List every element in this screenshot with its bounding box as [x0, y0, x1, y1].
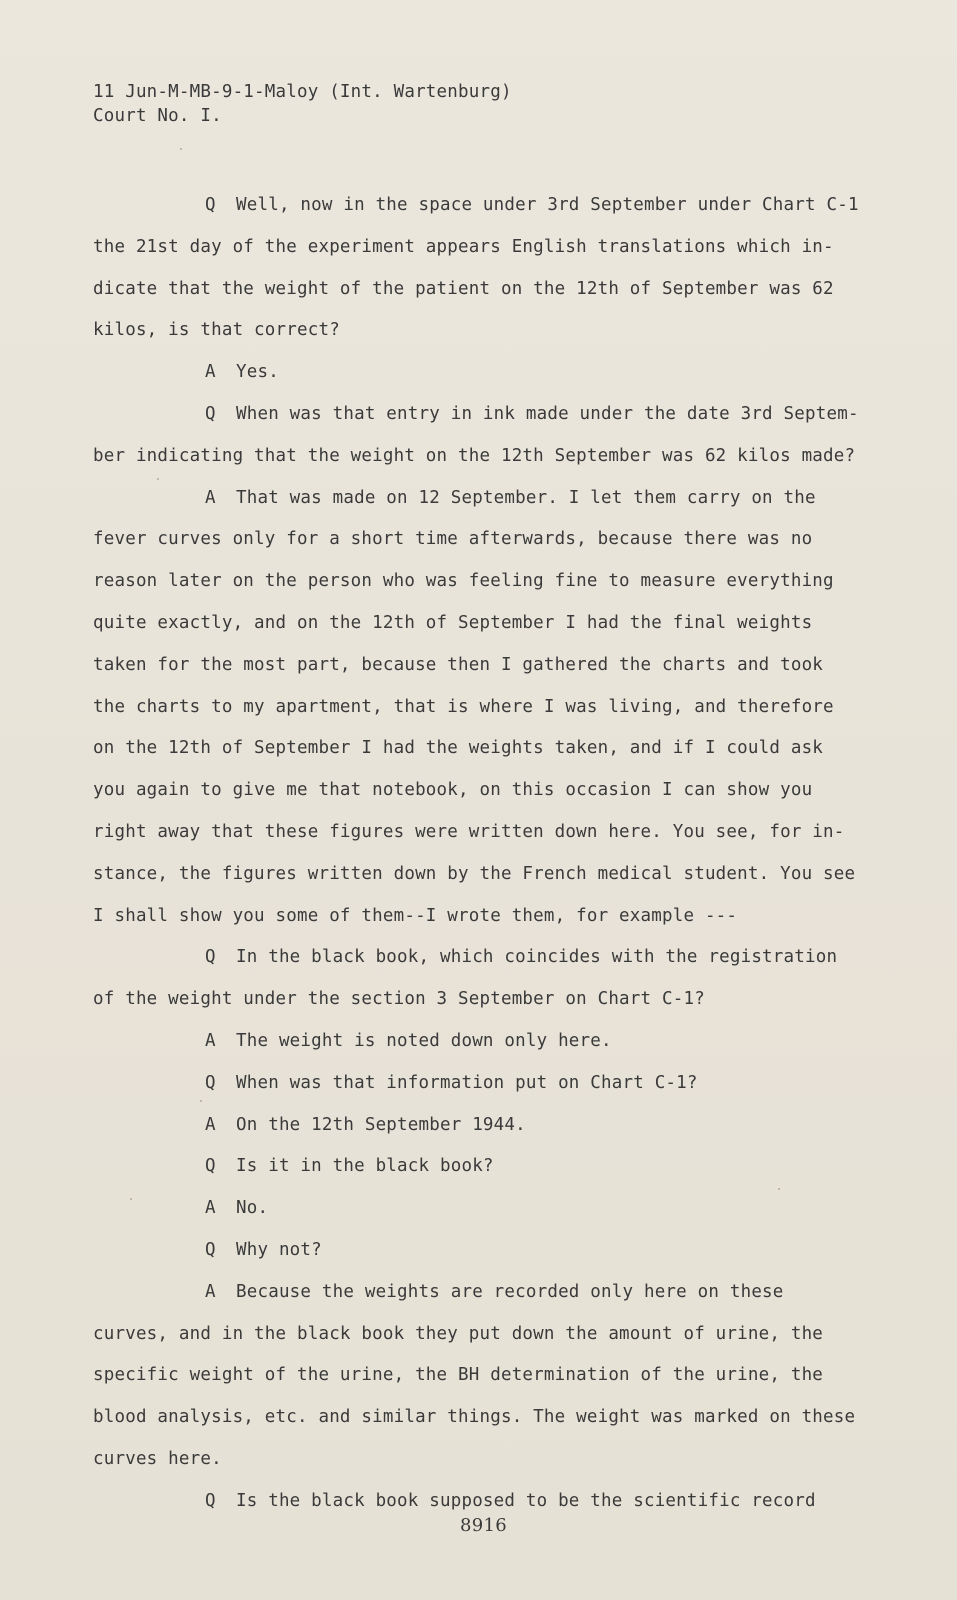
transcript-line	[93, 1063, 873, 1105]
transcript-line	[93, 1355, 873, 1397]
transcript-line	[93, 770, 873, 812]
line-text: quite exactly, and on the 12th of September I had the final weights	[93, 612, 813, 633]
line-text: of the weight under the section 3 September on Chart C-1?	[93, 989, 705, 1010]
speaker-label: Q	[205, 1156, 216, 1177]
line-text: curves here.	[93, 1448, 222, 1469]
transcript-body	[93, 185, 873, 1523]
line-text: taken for the most part, because then I gathered the charts and took	[93, 654, 824, 675]
line-text: Yes.	[236, 362, 279, 383]
transcript-line	[93, 519, 873, 561]
transcript-line	[93, 1105, 873, 1147]
qa-paragraph	[93, 394, 873, 478]
qa-paragraph	[93, 1146, 873, 1188]
transcript-line	[93, 979, 873, 1021]
transcript-line	[93, 687, 873, 729]
transcript-line	[93, 227, 873, 269]
line-text: curves, and in the black book they put down the amount of urine, the	[93, 1323, 824, 1344]
transcript-line	[93, 436, 873, 478]
line-text: The weight is noted down only here.	[236, 1030, 612, 1051]
line-text: In the black book, which coincides with the registration	[236, 947, 838, 968]
transcript-line	[93, 269, 873, 311]
speaker-label: A	[205, 1281, 216, 1302]
transcript-line	[93, 1314, 873, 1356]
page-number: 8916	[459, 1515, 507, 1536]
line-text: Well, now in the space under 3rd September under Chart C-1	[236, 195, 859, 215]
speaker-label: A	[205, 1198, 216, 1219]
qa-paragraph	[93, 1063, 873, 1105]
line-text: Why not?	[236, 1239, 322, 1260]
line-text: When was that information put on Chart C-1?	[236, 1072, 698, 1093]
qa-paragraph	[93, 1021, 873, 1063]
qa-paragraph	[93, 937, 873, 1021]
transcript-line	[93, 352, 873, 394]
line-text: on the 12th of September I had the weights taken, and if I could ask	[93, 738, 824, 759]
transcript-line	[93, 1230, 873, 1272]
line-text: you again to give me that notebook, on this occasion I can show you	[93, 780, 813, 801]
transcript-line	[93, 1188, 873, 1230]
line-text: right away that these figures were written down here. You see, for in-	[93, 821, 845, 842]
line-text: blood analysis, etc. and similar things. The weight was marked on these	[93, 1407, 856, 1428]
qa-paragraph	[93, 478, 873, 938]
line-text: ber indicating that the weight on the 12th September was 62 kilos made?	[93, 445, 856, 466]
qa-paragraph	[93, 1105, 873, 1147]
qa-paragraph	[93, 185, 873, 352]
speaker-label: A	[205, 487, 216, 508]
document-header	[93, 80, 512, 128]
transcript-line	[93, 394, 873, 436]
line-text: No.	[236, 1198, 269, 1219]
header-court: Court No. I.	[93, 106, 222, 126]
transcript-line	[93, 1021, 873, 1063]
speaker-label: Q	[205, 1072, 216, 1093]
line-text: specific weight of the urine, the BH determination of the urine, the	[93, 1365, 824, 1386]
transcript-line	[93, 561, 873, 603]
transcript-line	[93, 812, 873, 854]
transcript-line	[93, 1146, 873, 1188]
line-text: On the 12th September 1944.	[236, 1114, 526, 1135]
qa-paragraph	[93, 1272, 873, 1481]
transcript-line	[93, 1272, 873, 1314]
transcript-line	[93, 854, 873, 896]
line-text: the charts to my apartment, that is where I was living, and therefore	[93, 696, 834, 717]
speaker-label: A	[205, 1030, 216, 1051]
line-text: fever curves only for a short time afterwards, because there was no	[93, 529, 813, 550]
transcript-line	[93, 1439, 873, 1481]
line-text: kilos, is that correct?	[93, 320, 340, 341]
transcript-line	[93, 1397, 873, 1439]
transcript-line	[93, 728, 873, 770]
line-text: I shall show you some of them--I wrote them, for example ---	[93, 905, 738, 926]
qa-paragraph	[93, 1188, 873, 1230]
line-text: dicate that the weight of the patient on the 12th of September was 62	[93, 278, 834, 299]
qa-paragraph	[93, 352, 873, 394]
line-text: stance, the figures written down by the French medical student. You see	[93, 863, 856, 884]
transcript-line	[93, 478, 873, 520]
speaker-label: Q	[205, 195, 216, 215]
speaker-label: Q	[205, 1239, 216, 1260]
transcript-line	[93, 185, 873, 227]
qa-paragraph	[93, 1230, 873, 1272]
transcript-line	[93, 603, 873, 645]
header-reference: 11 Jun-M-MB-9-1-Maloy (Int. Wartenburg)	[93, 82, 512, 102]
line-text: Because the weights are recorded only here on these	[236, 1281, 784, 1302]
speaker-label: A	[205, 1114, 216, 1135]
line-text: Is the black book supposed to be the scientific record	[236, 1490, 816, 1511]
speaker-label: Q	[205, 947, 216, 968]
transcript-line	[93, 896, 873, 938]
line-text: the 21st day of the experiment appears English translations which in-	[93, 236, 834, 257]
transcript-line	[93, 645, 873, 687]
speaker-label: A	[205, 362, 216, 383]
line-text: Is it in the black book?	[236, 1156, 494, 1177]
line-text: When was that entry in ink made under the date 3rd Septem-	[236, 403, 859, 424]
transcript-line	[93, 310, 873, 352]
speaker-label: Q	[205, 403, 216, 424]
line-text: That was made on 12 September. I let them carry on the	[236, 487, 816, 508]
speaker-label: Q	[205, 1490, 216, 1511]
transcript-line	[93, 937, 873, 979]
line-text: reason later on the person who was feeling fine to measure everything	[93, 571, 834, 592]
